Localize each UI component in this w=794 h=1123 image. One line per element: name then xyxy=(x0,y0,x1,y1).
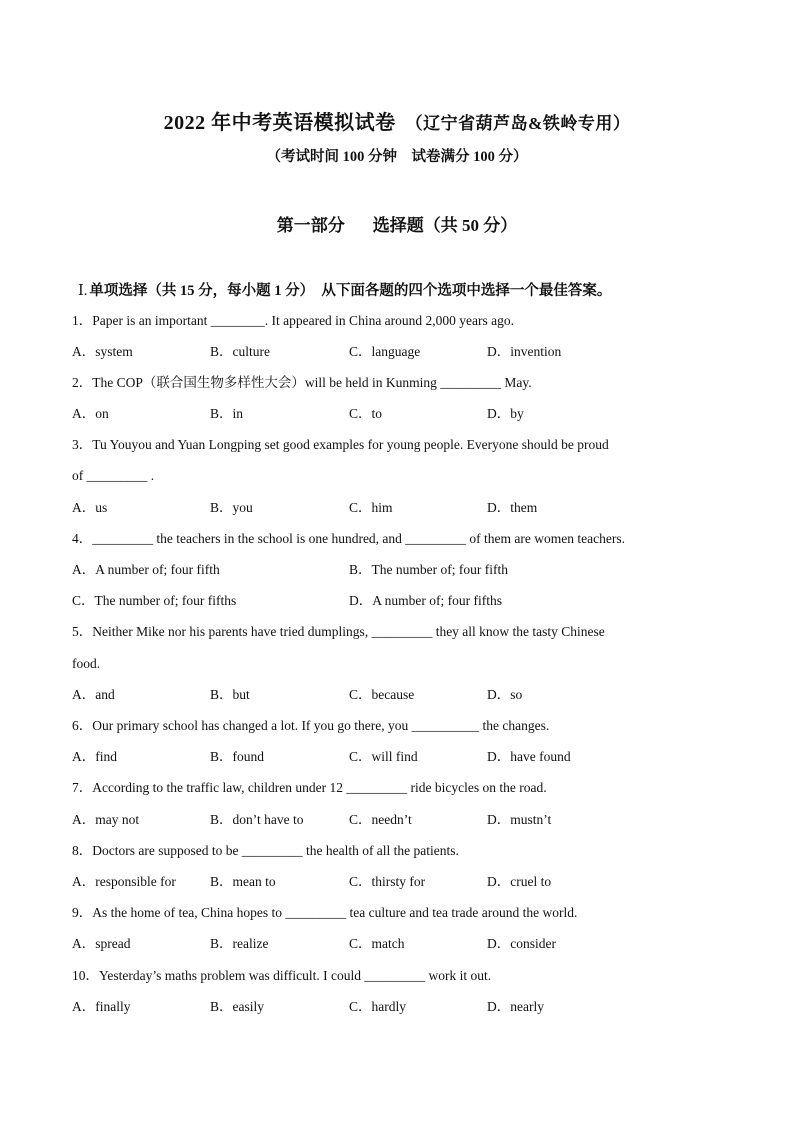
option-b: B．easily xyxy=(210,999,264,1014)
question-stem-continued: food. xyxy=(72,656,101,671)
option-b: B．The number of; four fifth xyxy=(349,562,508,577)
question-stem: 1．Paper is an important ________. It appeared in China around 2,000 years ago. xyxy=(72,313,515,328)
option-d: D．by xyxy=(487,406,524,421)
part-title: 第一部分 xyxy=(276,216,345,235)
option-a: A．spread xyxy=(72,936,131,951)
option-a: A．find xyxy=(72,749,117,764)
option-a: A．responsible for xyxy=(72,874,176,889)
option-d: D．invention xyxy=(487,344,562,359)
question-stem-continued: of _________ . xyxy=(72,468,155,483)
question-stem: 8．Doctors are supposed to be _________ the health of all the patients. xyxy=(72,843,459,858)
option-d: D．nearly xyxy=(487,999,544,1014)
option-d: D．have found xyxy=(487,749,571,764)
option-d: D．cruel to xyxy=(487,874,552,889)
option-c: C．to xyxy=(349,406,383,421)
section-heading xyxy=(78,279,611,300)
question-stem: 3．Tu Youyou and Yuan Longping set good examples for young people. Everyone should be proud xyxy=(72,437,609,452)
question-stem: 9．As the home of tea, China hopes to _________ tea culture and tea trade around the world. xyxy=(72,905,578,920)
question-stem: 2．The COP（联合国生物多样性大会）will be held in Kunming _________ May. xyxy=(72,375,532,390)
exam-title xyxy=(0,106,794,135)
option-a: A．system xyxy=(72,344,133,359)
option-b: B．in xyxy=(210,406,244,421)
question-stem: 7．According to the traffic law, children under 12 _________ ride bicycles on the road. xyxy=(72,780,547,795)
option-a: A．A number of; four fifth xyxy=(72,562,220,577)
exam-subtitle: （考试时间 100 分钟 试卷满分 100 分） xyxy=(266,149,528,165)
question-stem: 4．_________ the teachers in the school is one hundred, and _________ of them are women teachers. xyxy=(72,531,625,546)
question-stem: 10．Yesterday’s maths problem was difficult. I could _________ work it out. xyxy=(72,968,492,983)
option-c: C．The number of; four fifths xyxy=(72,593,237,608)
option-b: B．but xyxy=(210,687,250,702)
section-title: 单项选择（共 15 分，每小题 1 分） xyxy=(89,283,315,299)
option-a: A．us xyxy=(72,500,108,515)
option-c: C．needn’t xyxy=(349,812,412,827)
option-d: D．them xyxy=(487,500,538,515)
option-b: B．don’t have to xyxy=(210,812,304,827)
section-instruction: 从下面各题的四个选项中选择一个最佳答案。 xyxy=(321,283,612,299)
option-a: A．may not xyxy=(72,812,140,827)
option-d: D．A number of; four fifths xyxy=(349,593,502,608)
option-b: B．realize xyxy=(210,936,269,951)
exam-region: （辽宁省葫芦岛&铁岭专用） xyxy=(405,114,631,133)
option-c: C．because xyxy=(349,687,415,702)
option-b: B．you xyxy=(210,500,253,515)
option-c: C．match xyxy=(349,936,405,951)
exam-title-main: 2022 年中考英语模拟试卷 xyxy=(163,112,396,134)
part-heading xyxy=(0,211,794,236)
option-b: B．mean to xyxy=(210,874,276,889)
option-d: D．so xyxy=(487,687,523,702)
option-c: C．hardly xyxy=(349,999,406,1014)
option-b: B．culture xyxy=(210,344,270,359)
option-a: A．on xyxy=(72,406,109,421)
option-a: A．finally xyxy=(72,999,131,1014)
option-c: C．will find xyxy=(349,749,418,764)
option-c: C．him xyxy=(349,500,393,515)
question-stem: 6．Our primary school has changed a lot. If you go there, you __________ the changes. xyxy=(72,718,550,733)
option-b: B．found xyxy=(210,749,264,764)
section-numeral: Ⅰ. xyxy=(78,283,88,299)
option-d: D．consider xyxy=(487,936,556,951)
option-a: A．and xyxy=(72,687,115,702)
question-stem: 5．Neither Mike nor his parents have tried dumplings, _________ they all know the tasty Chinese xyxy=(72,624,605,639)
option-d: D．mustn’t xyxy=(487,812,552,827)
part-description: 选择题（共 50 分） xyxy=(372,216,518,235)
option-c: C．language xyxy=(349,344,421,359)
option-c: C．thirsty for xyxy=(349,874,426,889)
